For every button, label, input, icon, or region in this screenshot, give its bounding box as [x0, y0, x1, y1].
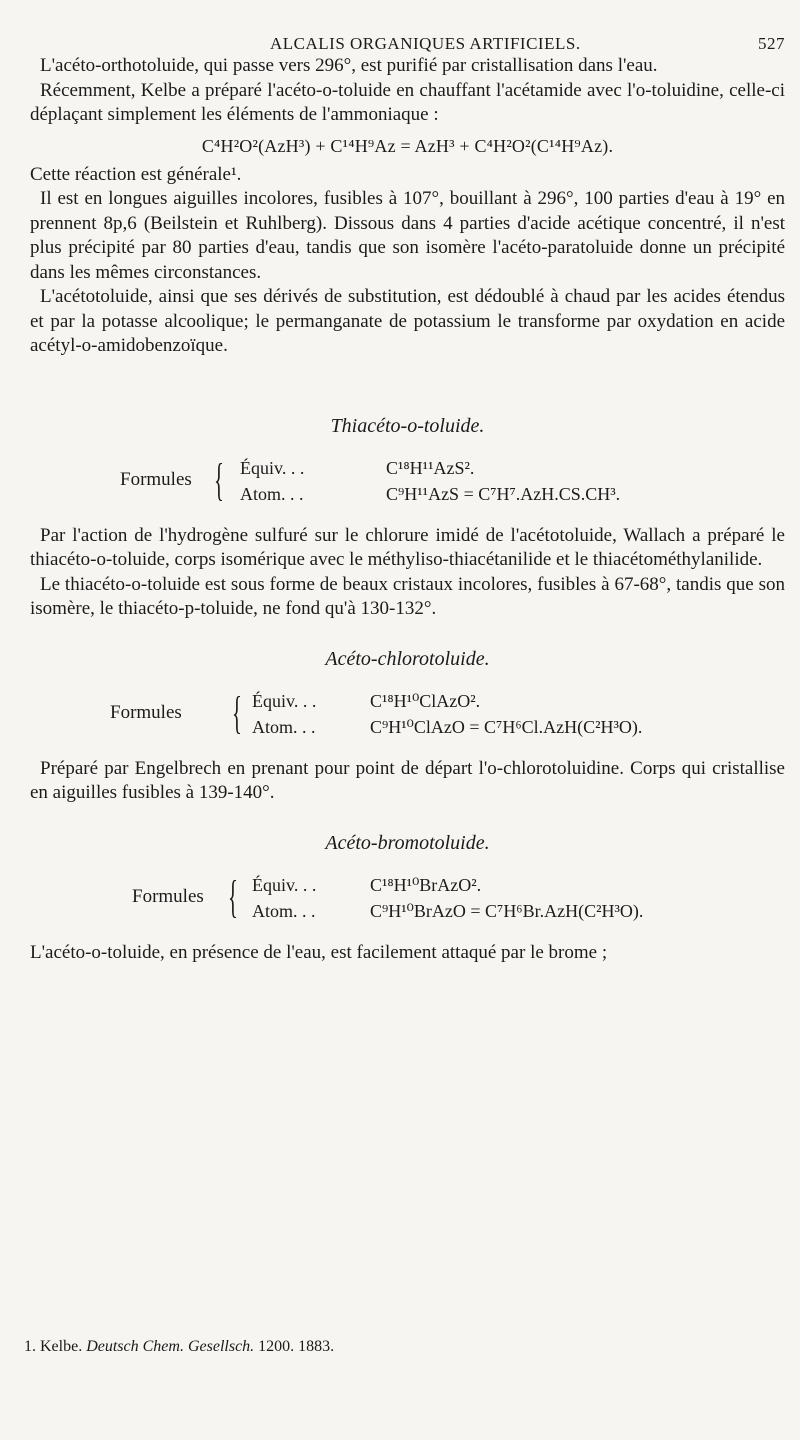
paragraph: Cette réaction est générale¹.	[30, 163, 242, 185]
equiv-label: Équiv. . .	[240, 457, 305, 478]
formula-block	[30, 687, 785, 743]
paragraph: L'acéto-o-toluide, en présence de l'eau, est facilement attaqué par le brome ;	[30, 941, 608, 963]
paragraph: L'acéto-orthotoluide, qui passe vers 296°, est purifié par cristallisation dans l'eau.	[40, 55, 658, 76]
formulas-label: Formules	[132, 885, 204, 907]
formula-block	[30, 454, 785, 510]
footnote-author: Kelbe.	[40, 1338, 83, 1355]
paragraph: Il est en longues aiguilles incolores, fusibles à 107°, bouillant à 296°, 100 parties d'eau à 19° en prennent 8p,6 (Beilstein et Ruhlberg). Dissous dans 4 parties d'acide acétique concentré, il n'est plus précipité par 80 parties d'eau, tandis que son isomère l'acéto-paratoluide donne un précipité dans les mêmes circonstances.	[30, 188, 785, 283]
atom-label: Atom. . .	[252, 900, 316, 921]
page	[30, 28, 785, 965]
atom-formula: C⁹H¹⁰BrAzO = C⁷H⁶Br.AzH(C²H³O).	[370, 900, 644, 921]
section-heading: Acéto-chlorotoluide.	[325, 647, 490, 670]
brace-icon: {	[214, 453, 224, 505]
equation: C⁴H²O²(AzH³) + C¹⁴H⁹Az = AzH³ + C⁴H²O²(C¹⁴H⁹Az).	[201, 135, 614, 156]
footnote-journal: Deutsch Chem. Gesellsch.	[86, 1338, 255, 1355]
footnote-ref: 1200. 1883.	[258, 1338, 335, 1355]
paragraph: Récemment, Kelbe a préparé l'acéto-o-toluide en chauffant l'acétamide avec l'o-toluidine, celle-ci déplaçant simplement les éléments de l'ammoniaque :	[30, 79, 785, 125]
footnote	[24, 1338, 334, 1356]
equiv-label: Équiv. . .	[252, 690, 317, 711]
header-title: ALCALIS ORGANIQUES ARTIFICIELS.	[270, 34, 581, 53]
equiv-label: Équiv. . .	[252, 874, 317, 895]
equiv-formula: C¹⁸H¹¹AzS².	[386, 457, 475, 478]
running-header	[30, 28, 785, 54]
formulas-label: Formules	[110, 701, 182, 723]
section-heading: Acéto-bromotoluide.	[325, 831, 490, 854]
page-number: 527	[758, 34, 785, 53]
atom-formula: C⁹H¹⁰ClAzO = C⁷H⁶Cl.AzH(C²H³O).	[370, 716, 643, 737]
atom-formula: C⁹H¹¹AzS = C⁷H⁷.AzH.CS.CH³.	[386, 483, 621, 504]
section-heading: Thiacéto-o-toluide.	[330, 414, 485, 437]
paragraph: L'acétotoluide, ainsi que ses dérivés de substitution, est dédoublé à chaud par les acides étendus et par la potasse alcoolique; le permanganate de potassium le transforme par oxydation en acide acétyl-o-amidobenzoïque.	[30, 286, 785, 356]
footnote-marker: 1.	[24, 1338, 36, 1355]
equiv-formula: C¹⁸H¹⁰ClAzO².	[370, 690, 481, 711]
equiv-formula: C¹⁸H¹⁰BrAzO².	[370, 874, 482, 895]
paragraph: Le thiacéto-o-toluide est sous forme de beaux cristaux incolores, fusibles à 67-68°, tandis que son isomère, le thiacéto-p-toluide, ne fond qu'à 130-132°.	[30, 573, 785, 619]
formula-block	[30, 871, 785, 927]
atom-label: Atom. . .	[252, 716, 316, 737]
paragraph: Par l'action de l'hydrogène sulfuré sur le chlorure imidé de l'acétotoluide, Wallach a préparé le thiacéto-o-toluide, corps isomérique avec le méthyliso-thiacétanilide et le thiacétométhylanilide.	[30, 524, 785, 570]
paragraph: Préparé par Engelbrech en prenant pour point de départ l'o-chlorotoluidine. Corps qui cristallise en aiguilles fusibles à 139-140°.	[30, 757, 785, 803]
atom-label: Atom. . .	[240, 483, 304, 504]
formulas-label: Formules	[120, 468, 192, 490]
brace-icon: {	[232, 686, 242, 738]
brace-icon: {	[228, 870, 238, 922]
